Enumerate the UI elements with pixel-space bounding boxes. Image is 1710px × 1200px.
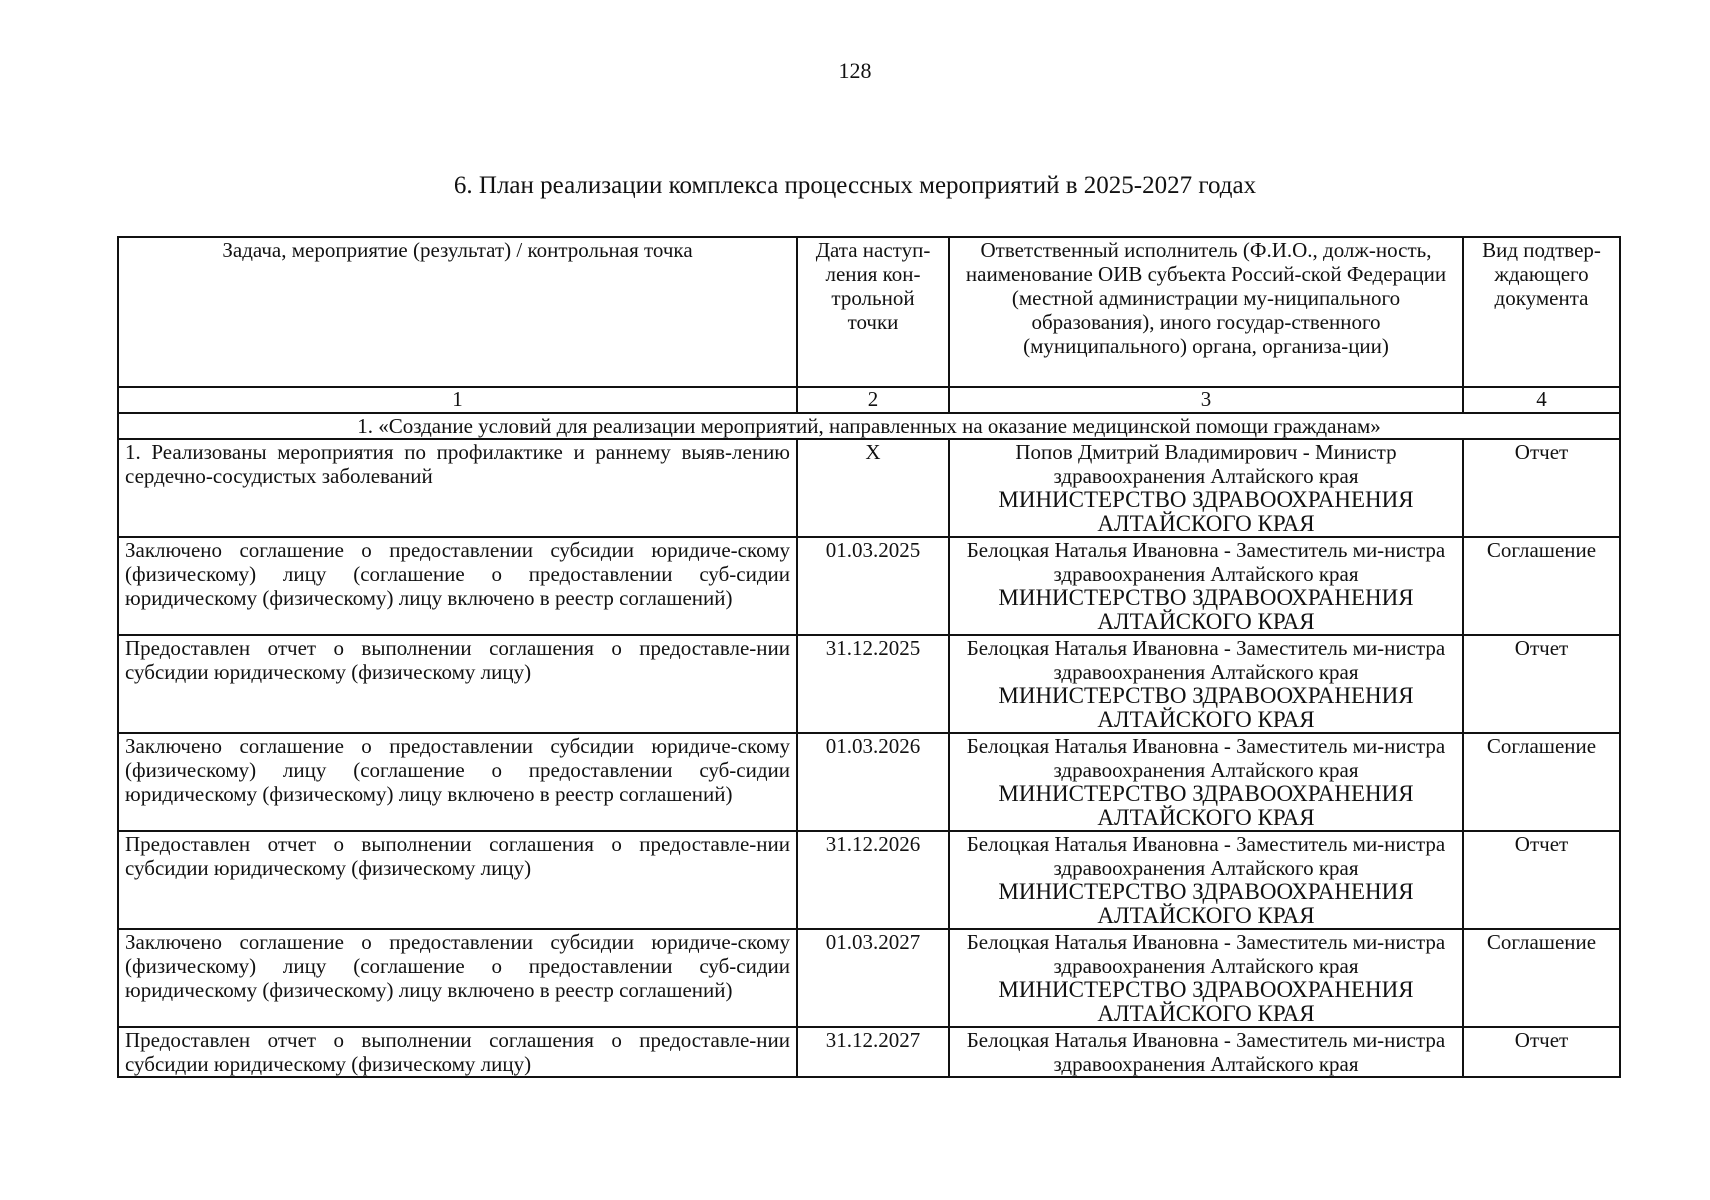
section-title: 1. «Создание условий для реализации мероприятий, направленных на оказание медицинской помощи гражданам» [118, 413, 1620, 439]
row-date: 31.12.2025 [797, 635, 949, 733]
row-responsible [949, 831, 1463, 929]
table-row [118, 831, 1620, 929]
row-document: Соглашение [1463, 929, 1620, 1027]
responsible-organization: МИНИСТЕРСТВО ЗДРАВООХРАНЕНИЯ АЛТАЙСКОГО КРАЯ [998, 879, 1414, 928]
responsible-person: Белоцкая Наталья Ивановна - Заместитель ми-нистра здравоохранения Алтайского края [966, 636, 1446, 684]
row-description: Заключено соглашение о предоставлении субсидии юридиче-скому (физическому) лицу (соглашение о предоставлении суб-сидии юридическому (физическому) лицу включено в реестр соглашений) [118, 733, 797, 831]
responsible-organization: МИНИСТЕРСТВО ЗДРАВООХРАНЕНИЯ АЛТАЙСКОГО КРАЯ [998, 585, 1414, 634]
responsible-person: Белоцкая Наталья Ивановна - Заместитель ми-нистра здравоохранения Алтайского края [966, 930, 1446, 978]
row-responsible [949, 1027, 1463, 1077]
row-description: Заключено соглашение о предоставлении субсидии юридиче-скому (физическому) лицу (соглашение о предоставлении суб-сидии юридическому (физическому) лицу включено в реестр соглашений) [118, 929, 797, 1027]
responsible-person: Белоцкая Наталья Ивановна - Заместитель ми-нистра здравоохранения Алтайского края [966, 1028, 1446, 1076]
row-responsible [949, 929, 1463, 1027]
header-date: Дата наступ-ления кон-трольной точки [797, 237, 949, 387]
column-number: 1 [118, 387, 797, 413]
row-document: Отчет [1463, 831, 1620, 929]
header-task: Задача, мероприятие (результат) / контрольная точка [118, 237, 797, 387]
column-number-row [118, 387, 1620, 413]
table-row [118, 537, 1620, 635]
row-date: 01.03.2025 [797, 537, 949, 635]
table-header-row [118, 237, 1620, 387]
responsible-person: Белоцкая Наталья Ивановна - Заместитель ми-нистра здравоохранения Алтайского края [966, 832, 1446, 880]
row-date: 31.12.2026 [797, 831, 949, 929]
row-document: Отчет [1463, 635, 1620, 733]
responsible-organization: МИНИСТЕРСТВО ЗДРАВООХРАНЕНИЯ АЛТАЙСКОГО КРАЯ [998, 683, 1414, 732]
row-description: Заключено соглашение о предоставлении субсидии юридиче-скому (физическому) лицу (соглашение о предоставлении суб-сидии юридическому (физическому) лицу включено в реестр соглашений) [118, 537, 797, 635]
column-number: 4 [1463, 387, 1620, 413]
row-description: Предоставлен отчет о выполнении соглашения о предоставле-нии субсидии юридическому (физическому лицу) [118, 635, 797, 733]
page-title: 6. План реализации комплекса процессных мероприятий в 2025-2027 годах [453, 172, 1257, 199]
row-document: Соглашение [1463, 537, 1620, 635]
responsible-person: Попов Дмитрий Владимирович - Министр здравоохранения Алтайского края [1015, 440, 1397, 488]
responsible-organization: МИНИСТЕРСТВО ЗДРАВООХРАНЕНИЯ АЛТАЙСКОГО КРАЯ [998, 487, 1414, 536]
responsible-person: Белоцкая Наталья Ивановна - Заместитель ми-нистра здравоохранения Алтайского края [966, 538, 1446, 586]
responsible-organization: МИНИСТЕРСТВО ЗДРАВООХРАНЕНИЯ АЛТАЙСКОГО КРАЯ [998, 977, 1414, 1026]
table-row [118, 733, 1620, 831]
row-responsible [949, 439, 1463, 537]
header-document: Вид подтвер-ждающего документа [1463, 237, 1620, 387]
table-row [118, 1027, 1620, 1077]
plan-table [117, 236, 1621, 1078]
column-number: 3 [949, 387, 1463, 413]
row-responsible [949, 733, 1463, 831]
table-row [118, 929, 1620, 1027]
table-row [118, 439, 1620, 537]
table-row [118, 635, 1620, 733]
row-date: 01.03.2026 [797, 733, 949, 831]
row-description: Предоставлен отчет о выполнении соглашения о предоставле-нии субсидии юридическому (физическому лицу) [118, 831, 797, 929]
row-description: 1. Реализованы мероприятия по профилактике и раннему выяв-лению сердечно-сосудистых заболеваний [118, 439, 797, 537]
row-date: 01.03.2027 [797, 929, 949, 1027]
row-date: X [797, 439, 949, 537]
row-document: Соглашение [1463, 733, 1620, 831]
row-responsible [949, 635, 1463, 733]
row-description: Предоставлен отчет о выполнении соглашения о предоставле-нии субсидии юридическому (физическому лицу) [118, 1027, 797, 1077]
header-responsible: Ответственный исполнитель (Ф.И.О., долж-ность, наименование ОИВ субъекта Россий-ской Федерации (местной администрации му-ниципального образования), иного государ-ственного (муниципального) органа, организа-ции) [949, 237, 1463, 387]
page-number: 128 [838, 58, 872, 83]
row-responsible [949, 537, 1463, 635]
section-row [118, 413, 1620, 439]
row-document: Отчет [1463, 439, 1620, 537]
row-document: Отчет [1463, 1027, 1620, 1077]
responsible-person: Белоцкая Наталья Ивановна - Заместитель ми-нистра здравоохранения Алтайского края [966, 734, 1446, 782]
row-date: 31.12.2027 [797, 1027, 949, 1077]
column-number: 2 [797, 387, 949, 413]
responsible-organization: МИНИСТЕРСТВО ЗДРАВООХРАНЕНИЯ АЛТАЙСКОГО КРАЯ [998, 781, 1414, 830]
